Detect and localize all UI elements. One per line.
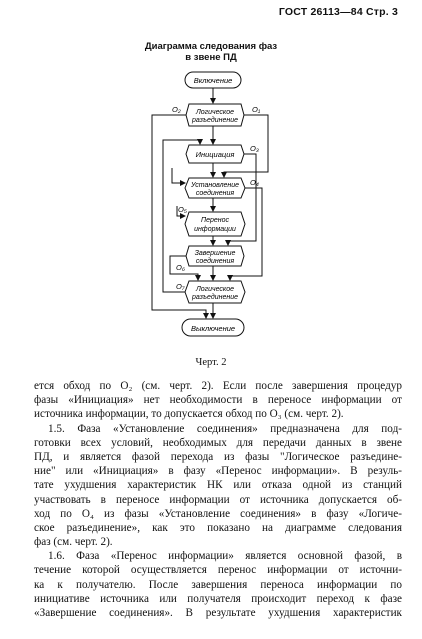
text-line: ход по O₄ из фазы «Установление соединения» в фазу «Логиче- [34, 507, 402, 520]
paragraph-1 [34, 379, 402, 422]
block-logical2-label-2: разъединение [192, 294, 238, 301]
block-logical2-label-1: Логическое [195, 286, 235, 293]
block-transfer-label-1: Перенос [201, 217, 229, 224]
block-end-label: Выключение [190, 324, 236, 333]
text-line: участвовать в переносе информации от источника допускается об- [34, 493, 402, 506]
block-logical-label-2: разъединение [192, 117, 238, 124]
text-line: 1.5. Фаза «Установление соединения» предназначена для под- [48, 422, 402, 435]
text-line: 1.6. Фаза «Перенос информации» является основной фазой, в [48, 550, 402, 563]
block-logical-label-1: Логическое [195, 109, 235, 116]
block-establish-label-2: соединения [195, 190, 235, 197]
text-line: фазы «Инициация» нет необходимости в переносе информации от [34, 394, 402, 407]
text-line: течение которой осуществляется перенос информации от источни- [34, 564, 402, 577]
diagram-subtitle: в звене ПД [185, 52, 237, 63]
label-o4: O₄ [250, 178, 259, 187]
text-line: фаз (см. черт. 2). [34, 536, 113, 549]
text-line: ется обход по O₂ (см. черт. 2). Если после завершения процедур [34, 380, 402, 392]
label-o2: O₂ [172, 105, 181, 114]
paragraph-1-5 [34, 422, 402, 550]
label-o7: O₇ [176, 282, 185, 291]
label-o5: O₅ [178, 205, 187, 214]
text-line: ское разъединение», как это показано на диаграмме следования [34, 521, 402, 534]
block-completion-label-2: соединения [195, 258, 235, 265]
page-header: ГОСТ 26113—84 Стр. 3 [278, 6, 398, 18]
diagram-title: Диаграмма следования фаз [144, 41, 278, 52]
text-line: тате ухудшения характеристик НК или отказа одной из станций [34, 479, 402, 492]
text-line: источника информации, то допускается обход по O₃ (см. черт. 2). [34, 408, 344, 421]
paragraph-1-6 [34, 549, 402, 620]
label-o6: O₆ [176, 263, 185, 272]
block-start-label: Включение [193, 76, 233, 85]
text-line: «Завершение соединения». В результате ухудшения характеристик [34, 607, 402, 619]
body-text [34, 379, 402, 620]
text-line: ПД, и является фазой перехода из фазы "Логическое разъедине- [34, 450, 402, 463]
block-transfer-label-2: информации [194, 226, 236, 233]
figure-caption: Черт. 2 [195, 357, 227, 368]
label-o1: O₁ [252, 105, 261, 114]
block-completion-label-1: Завершение [194, 250, 236, 257]
text-line: готовки всех условий, необходимых для передачи данных в звене [34, 436, 402, 449]
block-establish-label-1: Установление [190, 182, 240, 189]
block-initiation-label: Инициация [195, 150, 235, 159]
text-line: инициативе источника или получателя происходит переход к фазе [34, 592, 402, 605]
text-line: ние" или «Инициация» в фазу «Перенос информации». В резуль- [34, 465, 402, 478]
label-o3: O₃ [250, 144, 259, 153]
text-line: ка к получателю. После завершения переноса информации по [34, 578, 402, 591]
